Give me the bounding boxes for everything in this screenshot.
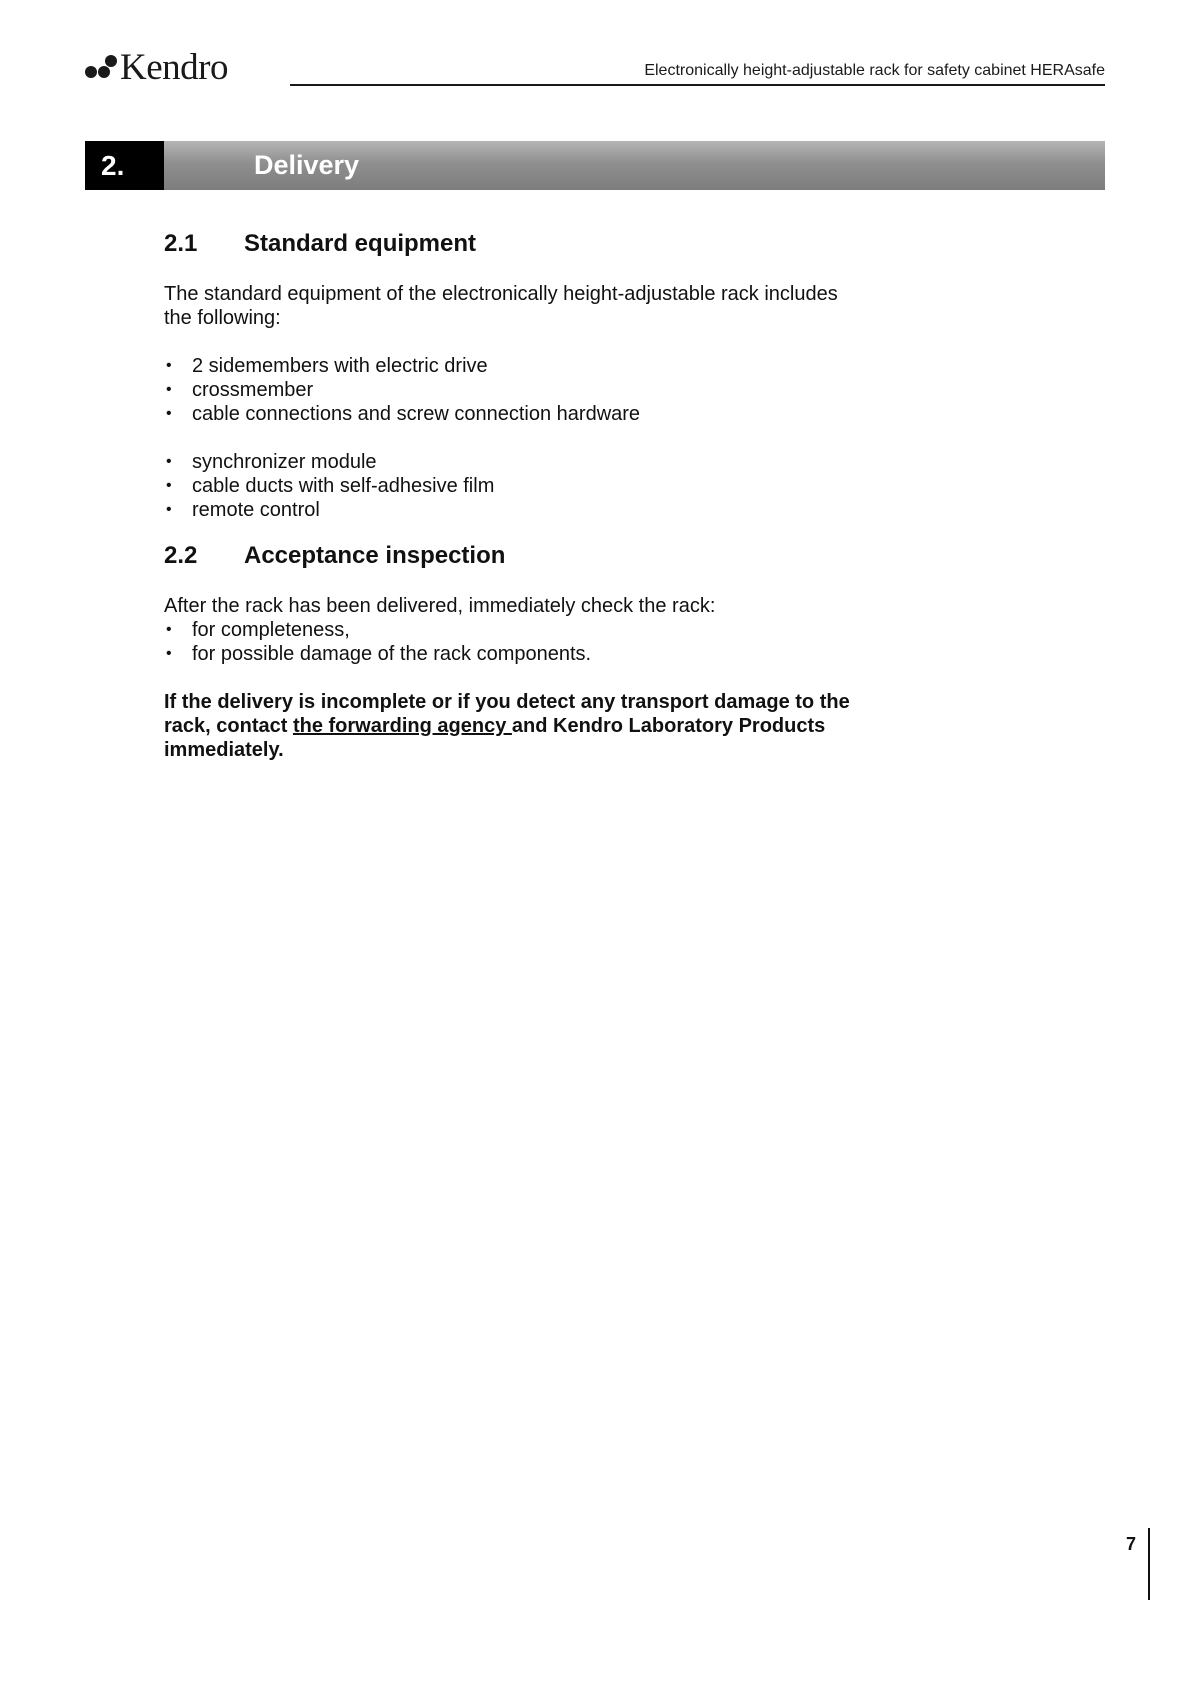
chapter-title: Delivery — [254, 150, 360, 180]
list-item: • cable ducts with self-adhesive film — [166, 475, 495, 497]
list-item: • for completeness, — [166, 619, 350, 641]
section-number: 2.1 — [164, 230, 198, 257]
bullet-icon: • — [166, 477, 172, 494]
section-title: Acceptance inspection — [244, 542, 506, 569]
list-item: • crossmember — [166, 379, 314, 401]
bullet-icon: • — [166, 357, 172, 374]
header-divider — [290, 84, 1105, 86]
logo-text: Kendro — [120, 46, 228, 88]
equipment-list-b — [164, 450, 864, 522]
bullet-icon: • — [166, 645, 172, 662]
section-number: 2.2 — [164, 542, 198, 569]
standard-equipment-intro: The standard equipment of the electronically height-adjustable rack includes the following: — [164, 283, 838, 329]
chapter-banner — [85, 141, 1105, 190]
bullet-icon: • — [166, 453, 172, 470]
list-item: • for possible damage of the rack components. — [166, 643, 592, 665]
chapter-title-bar — [164, 141, 1105, 190]
bullet-icon: • — [166, 501, 172, 518]
list-item: • 2 sidemembers with electric drive — [166, 355, 488, 377]
acceptance-intro: After the rack has been delivered, immediately check the rack: — [164, 595, 716, 617]
section-title: Standard equipment — [244, 230, 477, 257]
inspection-list — [164, 618, 864, 666]
main-content — [164, 230, 864, 762]
logo-dots-icon — [84, 53, 118, 81]
list-item: • synchronizer module — [166, 451, 377, 473]
bullet-icon: • — [166, 405, 172, 422]
list-item: • cable connections and screw connection hardware — [166, 403, 641, 425]
page-number-rule — [1148, 1528, 1150, 1600]
kendro-logo — [84, 44, 228, 90]
forwarding-agency-link: the forwarding agency — [292, 715, 512, 737]
equipment-list-a — [164, 354, 864, 426]
document-title: Electronically height-adjustable rack for safety cabinet HERAsafe — [644, 62, 1105, 79]
chapter-number: 2. — [85, 141, 164, 190]
list-item: • remote control — [166, 499, 320, 521]
section-heading-standard-equipment — [164, 230, 864, 258]
bullet-icon: • — [166, 381, 172, 398]
transport-damage-warning: If the delivery is incomplete or if you detect any transport damage to the rack, contact the forwarding agency and Kendro Laboratory Products immediately. — [164, 691, 850, 761]
section-heading-acceptance-inspection — [164, 542, 864, 570]
page-number: 7 — [1126, 1534, 1137, 1554]
bullet-icon: • — [166, 621, 172, 638]
